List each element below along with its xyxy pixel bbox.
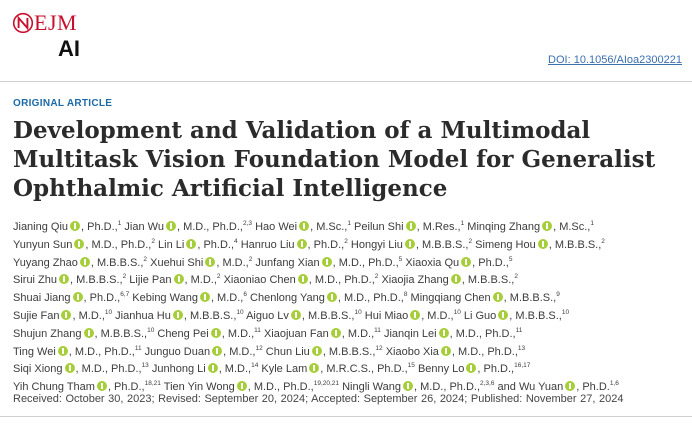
author-line xyxy=(13,272,689,290)
affiliation-superscript: 2 xyxy=(248,255,253,263)
author-degree: , M.D., Ph.D., xyxy=(68,345,135,358)
article-title: Development and Validation of a Multimodal Multitask Vision Foundation Model for Generalist Ophthalmic Artificial Intelligence xyxy=(13,117,656,202)
orcid-icon[interactable] xyxy=(331,328,341,338)
header-divider xyxy=(0,81,692,82)
orcid-icon[interactable] xyxy=(403,381,413,391)
orcid-icon[interactable] xyxy=(205,257,215,267)
affiliation-superscript: 10 xyxy=(104,308,113,316)
author-degree: , M.D., xyxy=(72,309,105,322)
affiliation-superscript: 9 xyxy=(556,291,560,299)
doi-link[interactable]: DOI: 10.1056/AIoa2300221 xyxy=(548,54,682,66)
affiliation-superscript: 2 xyxy=(344,237,348,245)
affiliation-superscript: 11 xyxy=(134,344,142,352)
author-name: Shujun Zhang xyxy=(13,327,82,340)
author-degree: , Ph.D., xyxy=(81,221,118,233)
author-degree: , M.D., Ph.D., xyxy=(308,274,375,287)
author-name: Shuai Jiang xyxy=(13,292,71,305)
author-degree: , M.B.B.S., xyxy=(415,238,469,251)
author-name: Li Guo xyxy=(463,309,497,322)
author-degree: , M.D., Ph.D., xyxy=(332,256,399,269)
author-degree: , M.D., Ph.D., xyxy=(75,363,142,376)
affiliation-superscript: 2 xyxy=(143,255,148,263)
affiliation-superscript: 12 xyxy=(375,344,383,352)
author-degree: , M.B.B.S., xyxy=(301,309,355,322)
author-degree: , M.B.B.S., xyxy=(322,345,376,358)
footer-divider xyxy=(0,416,692,417)
affiliation-superscript: 1 xyxy=(347,220,351,227)
author-name: Xiaojia Zhang xyxy=(381,274,449,287)
affiliation-superscript: 1 xyxy=(590,220,594,227)
author-name: Lin Li xyxy=(158,238,185,251)
orcid-icon[interactable] xyxy=(200,292,210,302)
author-degree: , M.D., xyxy=(421,309,454,322)
author-line xyxy=(13,308,689,326)
orcid-icon[interactable] xyxy=(73,292,83,302)
author-name: Kebing Wang xyxy=(132,292,198,305)
affiliation-superscript: 18,21 xyxy=(144,380,161,388)
affiliation-superscript: 2 xyxy=(151,237,155,245)
orcid-icon[interactable] xyxy=(327,292,337,302)
affiliation-superscript: 2 xyxy=(514,273,518,281)
author-name: Jianing Qiu xyxy=(13,221,69,233)
orcid-icon[interactable] xyxy=(186,239,196,249)
author-name: Junguo Duan xyxy=(144,345,211,358)
affiliation-superscript: 1 xyxy=(117,220,122,227)
author-name: Cheng Pei xyxy=(157,327,209,340)
affiliation-superscript: 14 xyxy=(251,362,259,370)
author-degree: , Ph.D., xyxy=(197,238,235,251)
orcid-icon[interactable] xyxy=(84,328,94,338)
author-degree: , Ph.D., xyxy=(477,363,515,376)
author-degree: , M.D., xyxy=(218,363,252,376)
affiliation-superscript: 8 xyxy=(403,291,408,299)
author-conjunction: and xyxy=(494,381,519,394)
author-degree: , M.D., xyxy=(184,274,217,287)
author-line xyxy=(13,326,689,344)
affiliation-superscript: 1 xyxy=(460,220,465,227)
author-name: Junhong Li xyxy=(151,363,206,376)
affiliation-superscript: 16,17 xyxy=(514,362,531,370)
author-degree: , Ph.D., xyxy=(107,381,145,394)
author-name: Wu Yuan xyxy=(518,381,564,394)
author-name: Jian Wu xyxy=(124,221,164,233)
orcid-icon[interactable] xyxy=(451,274,461,284)
author-degree: , M.B.B.S., xyxy=(461,274,515,287)
affiliation-superscript: 11 xyxy=(374,326,381,334)
orcid-icon[interactable] xyxy=(441,346,451,356)
affiliation-superscript: 2 xyxy=(601,237,605,245)
orcid-icon[interactable] xyxy=(291,310,301,320)
orcid-icon[interactable] xyxy=(298,274,308,284)
orcid-icon[interactable] xyxy=(80,257,90,267)
orcid-icon[interactable] xyxy=(405,239,415,249)
affiliation-superscript: 1,6 xyxy=(609,380,619,388)
orcid-icon[interactable] xyxy=(297,239,307,249)
orcid-icon[interactable] xyxy=(498,310,508,320)
orcid-icon[interactable] xyxy=(70,221,80,231)
author-line xyxy=(13,219,689,237)
author-name: Simeng Hou xyxy=(475,238,536,251)
author-degree: , Ph.D. xyxy=(576,381,610,394)
author-name: Chenlong Yang xyxy=(250,292,325,305)
author-degree: , M.D., Ph.D., xyxy=(85,238,152,251)
affiliation-superscript: 11 xyxy=(515,326,523,334)
author-name: Siqi Xiong xyxy=(13,363,63,376)
orcid-icon[interactable] xyxy=(174,274,184,284)
author-degree: , M.B.B.S., xyxy=(94,327,148,340)
author-line xyxy=(13,255,689,273)
author-degree: , M.D., xyxy=(210,292,244,305)
affiliation-superscript: 13 xyxy=(517,344,526,352)
orcid-icon[interactable] xyxy=(493,292,503,302)
author-name: Hanruo Liu xyxy=(240,238,295,251)
orcid-icon[interactable] xyxy=(309,363,319,373)
affiliation-superscript: 6 xyxy=(243,291,247,299)
author-name: Yunyun Sun xyxy=(13,238,73,251)
affiliation-superscript: 12 xyxy=(255,344,263,352)
affiliation-superscript: 13 xyxy=(141,362,149,370)
orcid-icon[interactable] xyxy=(538,239,548,249)
section-label: ORIGINAL ARTICLE xyxy=(13,98,113,109)
affiliation-superscript: 6,7 xyxy=(120,291,130,299)
author-degree: , M.D., Ph.D., xyxy=(414,381,481,394)
author-name: Yuyang Zhao xyxy=(13,256,78,269)
author-name: Xuehui Shi xyxy=(150,256,204,269)
orcid-icon[interactable] xyxy=(406,221,416,231)
orcid-icon[interactable] xyxy=(97,381,107,391)
author-degree: , M.B.B.S., xyxy=(183,309,237,322)
affiliation-superscript: 2 xyxy=(374,273,379,281)
author-name: Yih Chung Tham xyxy=(13,381,95,394)
author-degree: , M.B.B.S., xyxy=(509,309,562,322)
orcid-icon[interactable] xyxy=(410,310,420,320)
author-line xyxy=(13,361,689,379)
author-name: Aiguo Lv xyxy=(246,309,289,322)
publication-dates: Received: October 30, 2023; Revised: September 20, 2024; Accepted: September 26, 2024; Published: November 27, 2024 xyxy=(13,393,624,405)
author-name: Ningli Wang xyxy=(342,381,401,394)
author-name: Kyle Lam xyxy=(261,363,308,376)
author-degree: , Ph.D., xyxy=(307,238,345,251)
author-name: Tien Yin Wong xyxy=(163,381,235,394)
orcid-icon[interactable] xyxy=(58,346,68,356)
affiliation-superscript: 2 xyxy=(468,237,473,245)
author-name: Sirui Zhu xyxy=(13,274,58,287)
affiliation-superscript: 11 xyxy=(254,326,261,334)
orcid-icon[interactable] xyxy=(74,239,84,249)
author-degree: , M.B.B.S., xyxy=(70,274,123,287)
author-name: Sujie Fan xyxy=(13,309,60,322)
affiliation-superscript: 5 xyxy=(398,255,403,263)
orcid-icon[interactable] xyxy=(565,381,575,391)
author-name: Xiaojuan Fan xyxy=(263,327,329,340)
author-degree: , M.D., xyxy=(221,327,255,340)
orcid-icon[interactable] xyxy=(299,221,309,231)
author-name: Benny Lo xyxy=(417,363,465,376)
orcid-icon[interactable] xyxy=(542,221,552,231)
affiliation-superscript: 10 xyxy=(561,308,570,316)
affiliation-superscript: 2 xyxy=(122,273,127,281)
logo-ai: AI xyxy=(58,36,80,61)
author-name: Junfang Xian xyxy=(255,256,320,269)
author-degree: , M.Sc., xyxy=(310,221,348,233)
author-degree: , M.B.B.S., xyxy=(503,292,557,305)
author-degree: , M.D., xyxy=(341,327,375,340)
author-name: Chun Liu xyxy=(265,345,310,358)
author-line xyxy=(13,290,689,308)
orcid-icon[interactable] xyxy=(322,257,332,267)
author-name: Hui Miao xyxy=(364,309,409,322)
affiliation-superscript: 10 xyxy=(354,308,362,316)
author-name: Xiaoxia Qu xyxy=(405,256,460,269)
affiliation-superscript: 2,3 xyxy=(242,220,253,227)
author-name: Hongyi Liu xyxy=(350,238,403,251)
orcid-icon[interactable] xyxy=(212,346,222,356)
affiliation-superscript: 4 xyxy=(234,237,238,245)
affiliation-superscript: 5 xyxy=(508,255,513,263)
author-degree: , M.B.B.S., xyxy=(90,256,144,269)
nejm-n-mark-icon xyxy=(12,12,34,34)
author-name: Xiaobo Xia xyxy=(385,345,439,358)
logo-wordmark: EJM xyxy=(34,10,78,35)
author-degree: , Ph.D., xyxy=(472,256,509,269)
orcid-icon[interactable] xyxy=(211,328,221,338)
orcid-icon[interactable] xyxy=(173,310,183,320)
orcid-icon[interactable] xyxy=(208,363,218,373)
orcid-icon[interactable] xyxy=(237,381,247,391)
author-name: Jianqin Lei xyxy=(383,327,437,340)
orcid-icon[interactable] xyxy=(312,346,322,356)
author-line xyxy=(13,344,689,362)
affiliation-superscript: 10 xyxy=(147,326,155,334)
affiliation-superscript: 2,3,6 xyxy=(480,380,495,388)
orcid-icon[interactable] xyxy=(461,257,471,267)
author-degree: , M.R.C.S., Ph.D., xyxy=(320,363,408,376)
author-degree: , M.D., Ph.D., xyxy=(176,221,243,233)
affiliation-superscript: 15 xyxy=(407,362,415,370)
orcid-icon[interactable] xyxy=(466,363,476,373)
author-degree: , M.D., xyxy=(223,345,256,358)
author-degree: , M.Sc., xyxy=(553,221,591,233)
author-name: Minqing Zhang xyxy=(467,221,541,233)
author-name: Mingqiang Chen xyxy=(410,292,491,305)
author-name: Peilun Shi xyxy=(354,221,404,233)
nejm-ai-logo xyxy=(12,10,92,70)
author-name: Ting Wei xyxy=(13,345,56,358)
orcid-icon[interactable] xyxy=(439,328,449,338)
author-degree: , Ph.D., xyxy=(83,292,121,305)
affiliation-superscript: 10 xyxy=(236,308,244,316)
author-degree: , M.D., Ph.D., xyxy=(247,381,314,394)
author-degree: , M.D., xyxy=(216,256,249,269)
affiliation-superscript: 19,20,21 xyxy=(313,380,340,388)
author-name: Jianhua Hu xyxy=(115,309,171,322)
author-line xyxy=(13,237,689,255)
orcid-icon[interactable] xyxy=(61,310,71,320)
affiliation-superscript: 2 xyxy=(216,273,221,281)
author-name: Hao Wei xyxy=(255,221,298,233)
orcid-icon[interactable] xyxy=(166,221,176,231)
author-degree: , M.D., Ph.D., xyxy=(449,327,516,340)
orcid-icon[interactable] xyxy=(59,274,69,284)
orcid-icon[interactable] xyxy=(65,363,75,373)
author-name: Xiaoniao Chen xyxy=(223,274,296,287)
affiliation-superscript: 10 xyxy=(453,308,461,316)
author-name: Lijie Pan xyxy=(129,274,172,287)
author-degree: , M.Res., xyxy=(416,221,461,233)
author-degree: , M.D., Ph.D., xyxy=(451,345,518,358)
author-degree: , M.B.B.S., xyxy=(548,238,602,251)
author-list xyxy=(13,219,689,397)
author-degree: , M.D., Ph.D., xyxy=(337,292,404,305)
